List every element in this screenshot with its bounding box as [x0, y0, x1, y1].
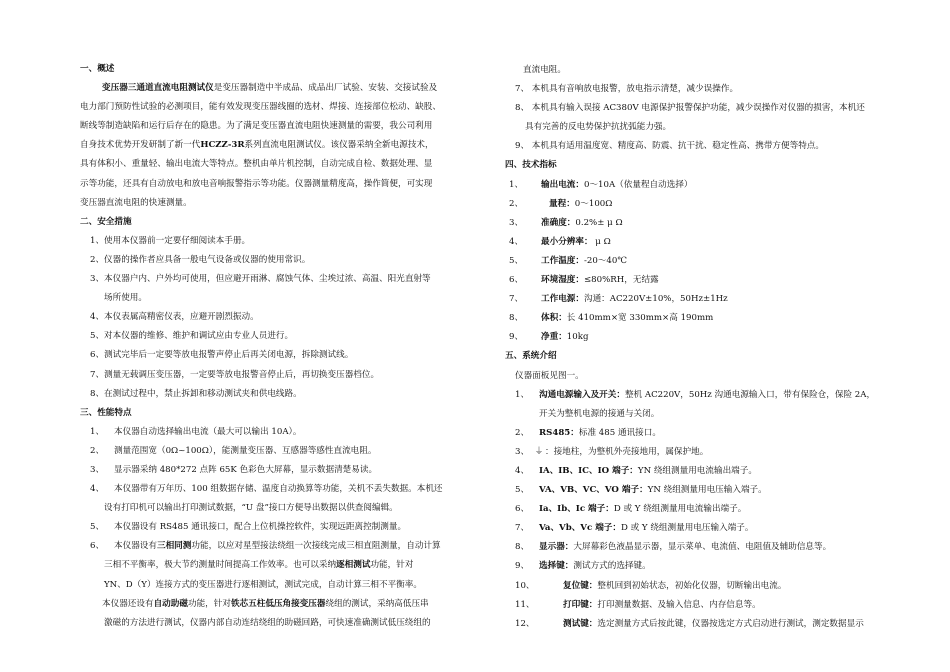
system-value: 标准 485 通讯接口。	[578, 427, 661, 438]
section-overview-title: 一、概述	[80, 64, 115, 74]
feature-item	[80, 423, 475, 442]
system-item	[505, 615, 900, 634]
feature-text: 测量范围宽（0Ω~100Ω），能测量变压器、互感器等感性直流电阻。	[114, 445, 377, 456]
system-label: 打印键：	[563, 599, 598, 610]
feature-item	[80, 461, 475, 480]
right-column	[505, 61, 900, 634]
spec-value: 沟通：AC220V±10%，50Hz±1Hz	[583, 294, 728, 305]
feature-text: YN、D（Y）连接方式的变压器进行逐相测试，测试完成，自动计算三相不平衡率。	[104, 579, 422, 590]
item-number: 3、	[509, 217, 524, 228]
system-item	[505, 386, 900, 405]
ground-icon: ⏚	[534, 446, 544, 457]
spec-value: 长 410mm×宽 330mm×高 190mm	[566, 313, 714, 324]
item-number: 4、	[90, 484, 105, 495]
system-label: Ia、Ib、Ic 端子：	[539, 504, 614, 515]
safety-item: 5、对本仪器的维修、维护和调试应由专业人员进行。	[90, 331, 294, 342]
item-number: 5、	[90, 522, 105, 533]
item-number: 4、	[509, 236, 524, 247]
spec-value: 10kg	[566, 332, 589, 343]
item-number: 9、	[515, 561, 530, 572]
system-label: RS485：	[539, 427, 579, 438]
item-number: 9、	[509, 332, 524, 343]
overview-text: 具有体积小、重量轻、输出电流大等特点。整机由单片机控制，自动完成自检、数据处理、显	[80, 159, 433, 170]
system-item	[505, 481, 900, 500]
item-number: 4、	[515, 465, 530, 476]
spec-label: 工作温度：	[541, 255, 584, 266]
feature-text: 显示器采纳 480*272 点阵 65K 色彩色大屏幕，显示数据清楚易读。	[114, 464, 378, 475]
item-number: 3、	[515, 446, 530, 457]
feature-text: 功能，针对	[370, 560, 414, 571]
product-name: 变压器三通道直流电阻测试仪	[102, 83, 214, 94]
item-number: 10、	[515, 580, 535, 591]
overview-text: 系列直流电阻测试仪。该仪器采纳全新电源技术，	[244, 140, 434, 151]
overview-text: 自身技术优势开发研制了新一代	[80, 140, 201, 151]
item-number: 12、	[515, 618, 535, 629]
item-number: 6、	[90, 541, 105, 552]
feature-text: 功能，以应对星型接法绕组一次接线完成三相直阻测量，自动计算	[191, 541, 441, 552]
spec-value: 0.2%± μ Ω	[575, 217, 623, 228]
spec-value: 0～10A（依量程自动选择）	[583, 179, 693, 190]
item-number: 5、	[515, 485, 530, 496]
system-item	[505, 538, 900, 557]
item-number: 11、	[515, 599, 535, 610]
overview-para	[80, 79, 475, 98]
system-value: 打印测量数据、及输入信息、内存信息等。	[597, 599, 761, 610]
spec-item	[505, 328, 900, 347]
feature-text: 本仪器还设有	[102, 598, 154, 609]
system-label: 测试键：	[563, 618, 598, 629]
safety-item: 1、使用本仪器前一定要仔细阅读本手册。	[90, 235, 251, 246]
item-number: 2、	[90, 445, 105, 456]
feature-highlight: 自动助磁	[153, 598, 188, 609]
section-safety-title: 二、安全措施	[80, 216, 132, 227]
overview-text: 电力部门预防性试验的必测项目，能有效发现变压器线圈的选材、焊接、连接部位松动、缺股、	[80, 102, 441, 113]
feature-text: 激磁的方法进行测试，仪器内部自动连结绕组的助磁回路，可快速准确测试低压绕组的	[104, 617, 431, 628]
spec-item	[505, 195, 900, 214]
system-label: VA、VB、VC、VO 端子：	[539, 485, 648, 496]
spec-label: 净重：	[541, 332, 567, 343]
item-number: 7、	[509, 294, 524, 305]
system-value: 测试方式的选择键。	[573, 561, 651, 572]
feature-text: 本仪器自动选择输出电流（最大可以输出 10A）。	[114, 426, 302, 437]
item-number: 1、	[515, 389, 530, 400]
safety-item: 场所使用。	[104, 293, 147, 304]
left-column	[80, 60, 475, 633]
item-number: 6、	[515, 504, 530, 515]
system-value: 整机回到初始状态，初始化仪器，切断输出电流。	[597, 580, 787, 591]
spec-label: 输出电流：	[541, 179, 584, 190]
overview-text: 断线等制造缺陷和运行后存在的隐患。为了满足变压器直流电阻快速测量的需要，我公司利用	[80, 121, 433, 132]
system-item	[505, 557, 900, 576]
feature-highlight: 铁芯五柱低压角接变压器	[230, 598, 326, 609]
safety-item: 4、本仪表属高精密仪表，应避开剧烈振动。	[90, 312, 259, 323]
section-system-title: 五、系统介绍	[505, 351, 557, 362]
system-value: D 或 Y 绕组测量用电压输入端子。	[620, 523, 754, 534]
safety-item: 2、仪器的操作者应具备一般电气设备或仪器的使用常识。	[90, 254, 311, 265]
system-value: 选定测量方式后按此键，仪器按选定方式启动进行测试，测定数据显示	[597, 618, 864, 629]
overview-text: 示等功能，还具有自动放电和放电音响报警指示等功能。仪器测量精度高，操作简便，可实现	[80, 178, 433, 189]
overview-text: 变压器直流电阻的快速测量。	[80, 197, 192, 208]
item-number: 2、	[509, 198, 524, 209]
spec-item	[505, 309, 900, 328]
feature-text	[80, 556, 475, 575]
feature-item	[80, 480, 475, 499]
feature-item: 9、 本机具有适用温度宽、精度高、防震、抗干扰、稳定性高、携带方便等特点。	[515, 141, 824, 152]
safety-item: 6、测试完毕后一定要等放电报警声停止后再关闭电源，拆除测试线。	[90, 350, 354, 361]
spec-value: ≤80%RH，无结露	[583, 275, 659, 286]
system-item	[505, 519, 900, 538]
feature-text: 本仪器设有 RS485 通讯接口，配合上位机操控软件，实现远距离控制测量。	[114, 522, 407, 533]
item-number: 6、	[509, 275, 524, 286]
system-item	[505, 500, 900, 519]
feature-item	[80, 537, 475, 556]
system-intro: 仪器面板见图一。	[515, 370, 584, 381]
feature-item: 7、 本机具有音响放电报警，放电指示清楚，减少误操作。	[515, 84, 739, 95]
system-value: 整机 AC220V，50Hz 沟通电源输入口，带有保险仓，保险 2A，	[624, 389, 876, 400]
item-number: 3、	[90, 464, 105, 475]
system-item	[505, 462, 900, 481]
feature-text: 直流电阻。	[523, 65, 566, 75]
spec-value: -20～40℃	[583, 255, 627, 266]
item-number: 8、	[515, 542, 530, 553]
system-label: 显示器：	[539, 542, 574, 553]
spec-label: 量程：	[549, 198, 575, 209]
spec-item	[505, 176, 900, 195]
item-number: 8、	[509, 313, 524, 324]
spec-label: 体积：	[541, 313, 567, 324]
overview-text: 是变压器制造中半成品、成品出厂试验、安装、交接试验及	[213, 83, 438, 94]
system-value: 大屏幕彩色液晶显示器，显示菜单、电流值、电阻值及辅助信息等。	[573, 542, 832, 553]
feature-highlight: 逐相测试	[336, 560, 371, 571]
safety-item: 3、本仪器户内、户外均可使用，但应避开雨淋、腐蚀气体、尘埃过浓、高温、阳光直射等	[90, 274, 431, 285]
feature-text: 设有打印机可以输出打印测试数据，“U 盘”接口方便导出数据以供查阅编辑。	[104, 503, 398, 514]
system-item	[505, 443, 900, 462]
feature-text: 本仪器带有万年历、100 组数据存储、温度自动换算等功能，关机不丢失数据。本机还	[114, 484, 443, 495]
system-value: YN 绕组测量用电压输入端子。	[647, 485, 767, 496]
item-number: 2、	[515, 427, 530, 438]
spec-label: 环境湿度：	[541, 275, 584, 286]
feature-text: 具有完善的反电势保护抗扰弧能力强。	[525, 122, 672, 133]
overview-text	[80, 136, 475, 155]
system-value: 开关为整机电源的接通与关闭。	[539, 408, 660, 419]
section-features-title: 三、性能特点	[80, 407, 132, 418]
feature-text	[80, 595, 475, 614]
system-label: 选择键：	[539, 561, 574, 572]
spec-label: 工作电源：	[541, 294, 584, 305]
feature-text: 本仪器设有	[114, 541, 157, 552]
feature-item	[80, 442, 475, 461]
item-number: 1、	[90, 426, 105, 437]
feature-text: 三相不平衡率，极大节约测量时间提高工作效率。也可以采纳	[104, 560, 337, 571]
spec-value: 0～100Ω	[574, 198, 613, 209]
system-item	[505, 596, 900, 615]
safety-item: 7、测量无载调压变压器，一定要等放电报警音停止后，再切换变压器档位。	[90, 369, 380, 380]
section-specs-title: 四、技术指标	[505, 160, 557, 171]
system-value: D 或 Y 绕组测量用电流输出端子。	[613, 504, 747, 515]
item-number: 5、	[509, 255, 524, 266]
spec-item	[505, 252, 900, 271]
feature-highlight: 三相同测	[156, 541, 192, 552]
system-label: Va、Vb、Vc 端子：	[539, 523, 621, 534]
system-label: 复位键：	[563, 580, 598, 591]
spec-item	[505, 290, 900, 309]
spec-item	[505, 271, 900, 290]
spec-item	[505, 214, 900, 233]
system-item	[505, 577, 900, 596]
feature-item: 8、 本机具有输入误接 AC380V 电源保护报警保护功能，减少误操作对仪器的损害，本机还	[515, 103, 865, 114]
spec-item	[505, 233, 900, 252]
spec-label: 准确度：	[541, 217, 576, 228]
system-label: IA、IB、IC、IO 端子：	[539, 465, 638, 476]
system-value: YN 绕组测量用电流输出端子。	[637, 465, 757, 476]
item-number: 1、	[509, 179, 524, 190]
safety-item: 8、在测试过程中，禁止拆卸和移动测试夹和供电线路。	[90, 388, 302, 399]
system-value: ：接地柱，为整机外壳接地用，属保护地。	[545, 446, 709, 457]
feature-text: 功能，针对	[187, 598, 231, 609]
item-number: 7、	[515, 523, 530, 534]
spec-value: μ Ω	[592, 236, 611, 247]
system-label: 沟通电源输入及开关：	[539, 389, 625, 400]
feature-item	[80, 518, 475, 537]
spec-label: 最小分辨率：	[541, 236, 593, 247]
feature-text: 绕组的测试，采纳高低压串	[325, 598, 429, 609]
system-item	[505, 424, 900, 443]
model-name: HCZZ-3R	[200, 140, 245, 151]
